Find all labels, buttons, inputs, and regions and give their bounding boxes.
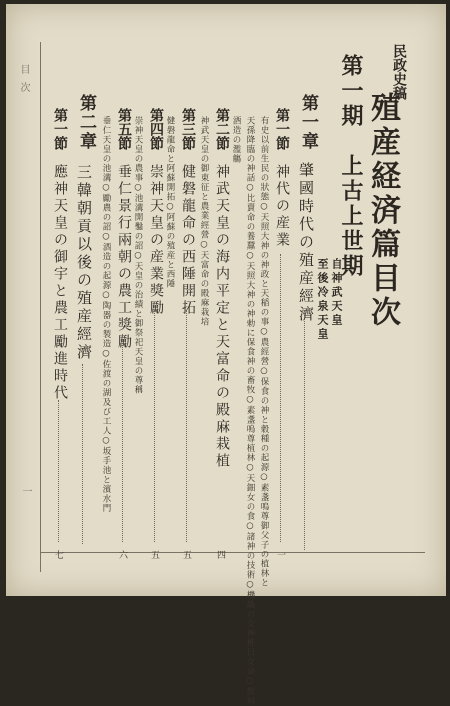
- period-label: 第一期: [338, 54, 364, 129]
- section-2-label: 第二節: [214, 108, 230, 150]
- reign-to: 至後冷泉天皇: [316, 258, 329, 342]
- era-label: 上古上世期: [338, 154, 364, 279]
- frame-bottom-rule: [40, 552, 425, 553]
- section-4-page: 五: [149, 550, 159, 559]
- chapter-2-section-1-page: 七: [53, 550, 63, 559]
- chapter-2-section-1-label: 第一節: [52, 108, 68, 150]
- series-name: 民政史稿: [391, 44, 407, 100]
- reign-from: 自神武天皇: [330, 258, 343, 328]
- section-1-leader: [280, 254, 281, 542]
- chapter-1-title: 肇國時代の殖産經濟: [297, 162, 315, 324]
- section-5-summary: 垂仁天皇の池溝○勵農の詔○酒造の起源○陶器の製造○佐渡の湖及び工人○坂手池と濱水門: [101, 116, 111, 513]
- section-4-title: 崇神天皇の産業獎勵: [148, 164, 164, 317]
- chapter-2-leader: [82, 364, 83, 544]
- margin-page-mark: 一: [20, 486, 31, 496]
- margin-label: 目次: [18, 64, 29, 100]
- chapter-1-label: 第一章: [298, 94, 318, 151]
- section-5-title: 垂仁景行兩朝の農工獎勵: [116, 164, 132, 351]
- chapter-1-leader: [304, 310, 305, 550]
- section-1-summary-1: 有史以前生民の狀態○天照大神の神政と天稲の事○農經營○保食の神と穀種の起源○素盞嗚尊御父子の植林と: [259, 116, 269, 588]
- section-1-summary-3: 酒造の濫觴: [231, 116, 241, 164]
- section-1-label: 第一節: [274, 108, 290, 150]
- chapter-2-title: 三韓朝貢以後の殖産經濟: [75, 164, 93, 362]
- section-1-page: 一: [275, 550, 285, 559]
- section-1-summary-2: 天孫降臨の神話○比賣命の養蠶○天照大神の神勅に保食神の畜牧○素盞嗚尊植林○天鈿女の食○諸神の技術○機織の女神稚日女命○飲料: [245, 116, 255, 706]
- section-2-page: 四: [215, 550, 225, 559]
- section-4-leader: [154, 310, 155, 542]
- frame-left-rule: [40, 42, 41, 572]
- section-2-title: 神武天皇の海内平定と天富命の殿麻栽植: [214, 164, 230, 470]
- book-page: [6, 4, 446, 706]
- section-1-title: 神代の産業: [274, 164, 290, 249]
- section-4-label: 第四節: [148, 108, 164, 150]
- section-3-summary: 健磐龍命と阿蘇開拓○阿蘇の殖産と西陲: [165, 116, 175, 289]
- section-4-summary: 崇神天皇の農事○池溝開鑿の詔○天皇の治績と御祭祀天皇の尊稱: [133, 116, 143, 395]
- chapter-2-label: 第二章: [76, 94, 96, 151]
- chapter-2-section-1-title: 應神天皇の御宇と農工勵進時代: [52, 164, 68, 402]
- section-3-leader: [186, 310, 187, 542]
- section-5-label: 第五節: [116, 108, 132, 150]
- section-3-page: 五: [181, 550, 191, 559]
- section-3-label: 第三節: [180, 108, 196, 150]
- section-5-leader: [122, 334, 123, 542]
- section-2-summary: 神武天皇の御東征と農業經營○天富命の殿麻栽培: [199, 116, 209, 327]
- book-title: 殖産経済篇目次: [365, 92, 400, 330]
- section-3-title: 健磐龍命の西陲開拓: [180, 164, 196, 317]
- section-5-page: 六: [117, 550, 127, 559]
- chapter-2-section-1-leader: [58, 400, 59, 542]
